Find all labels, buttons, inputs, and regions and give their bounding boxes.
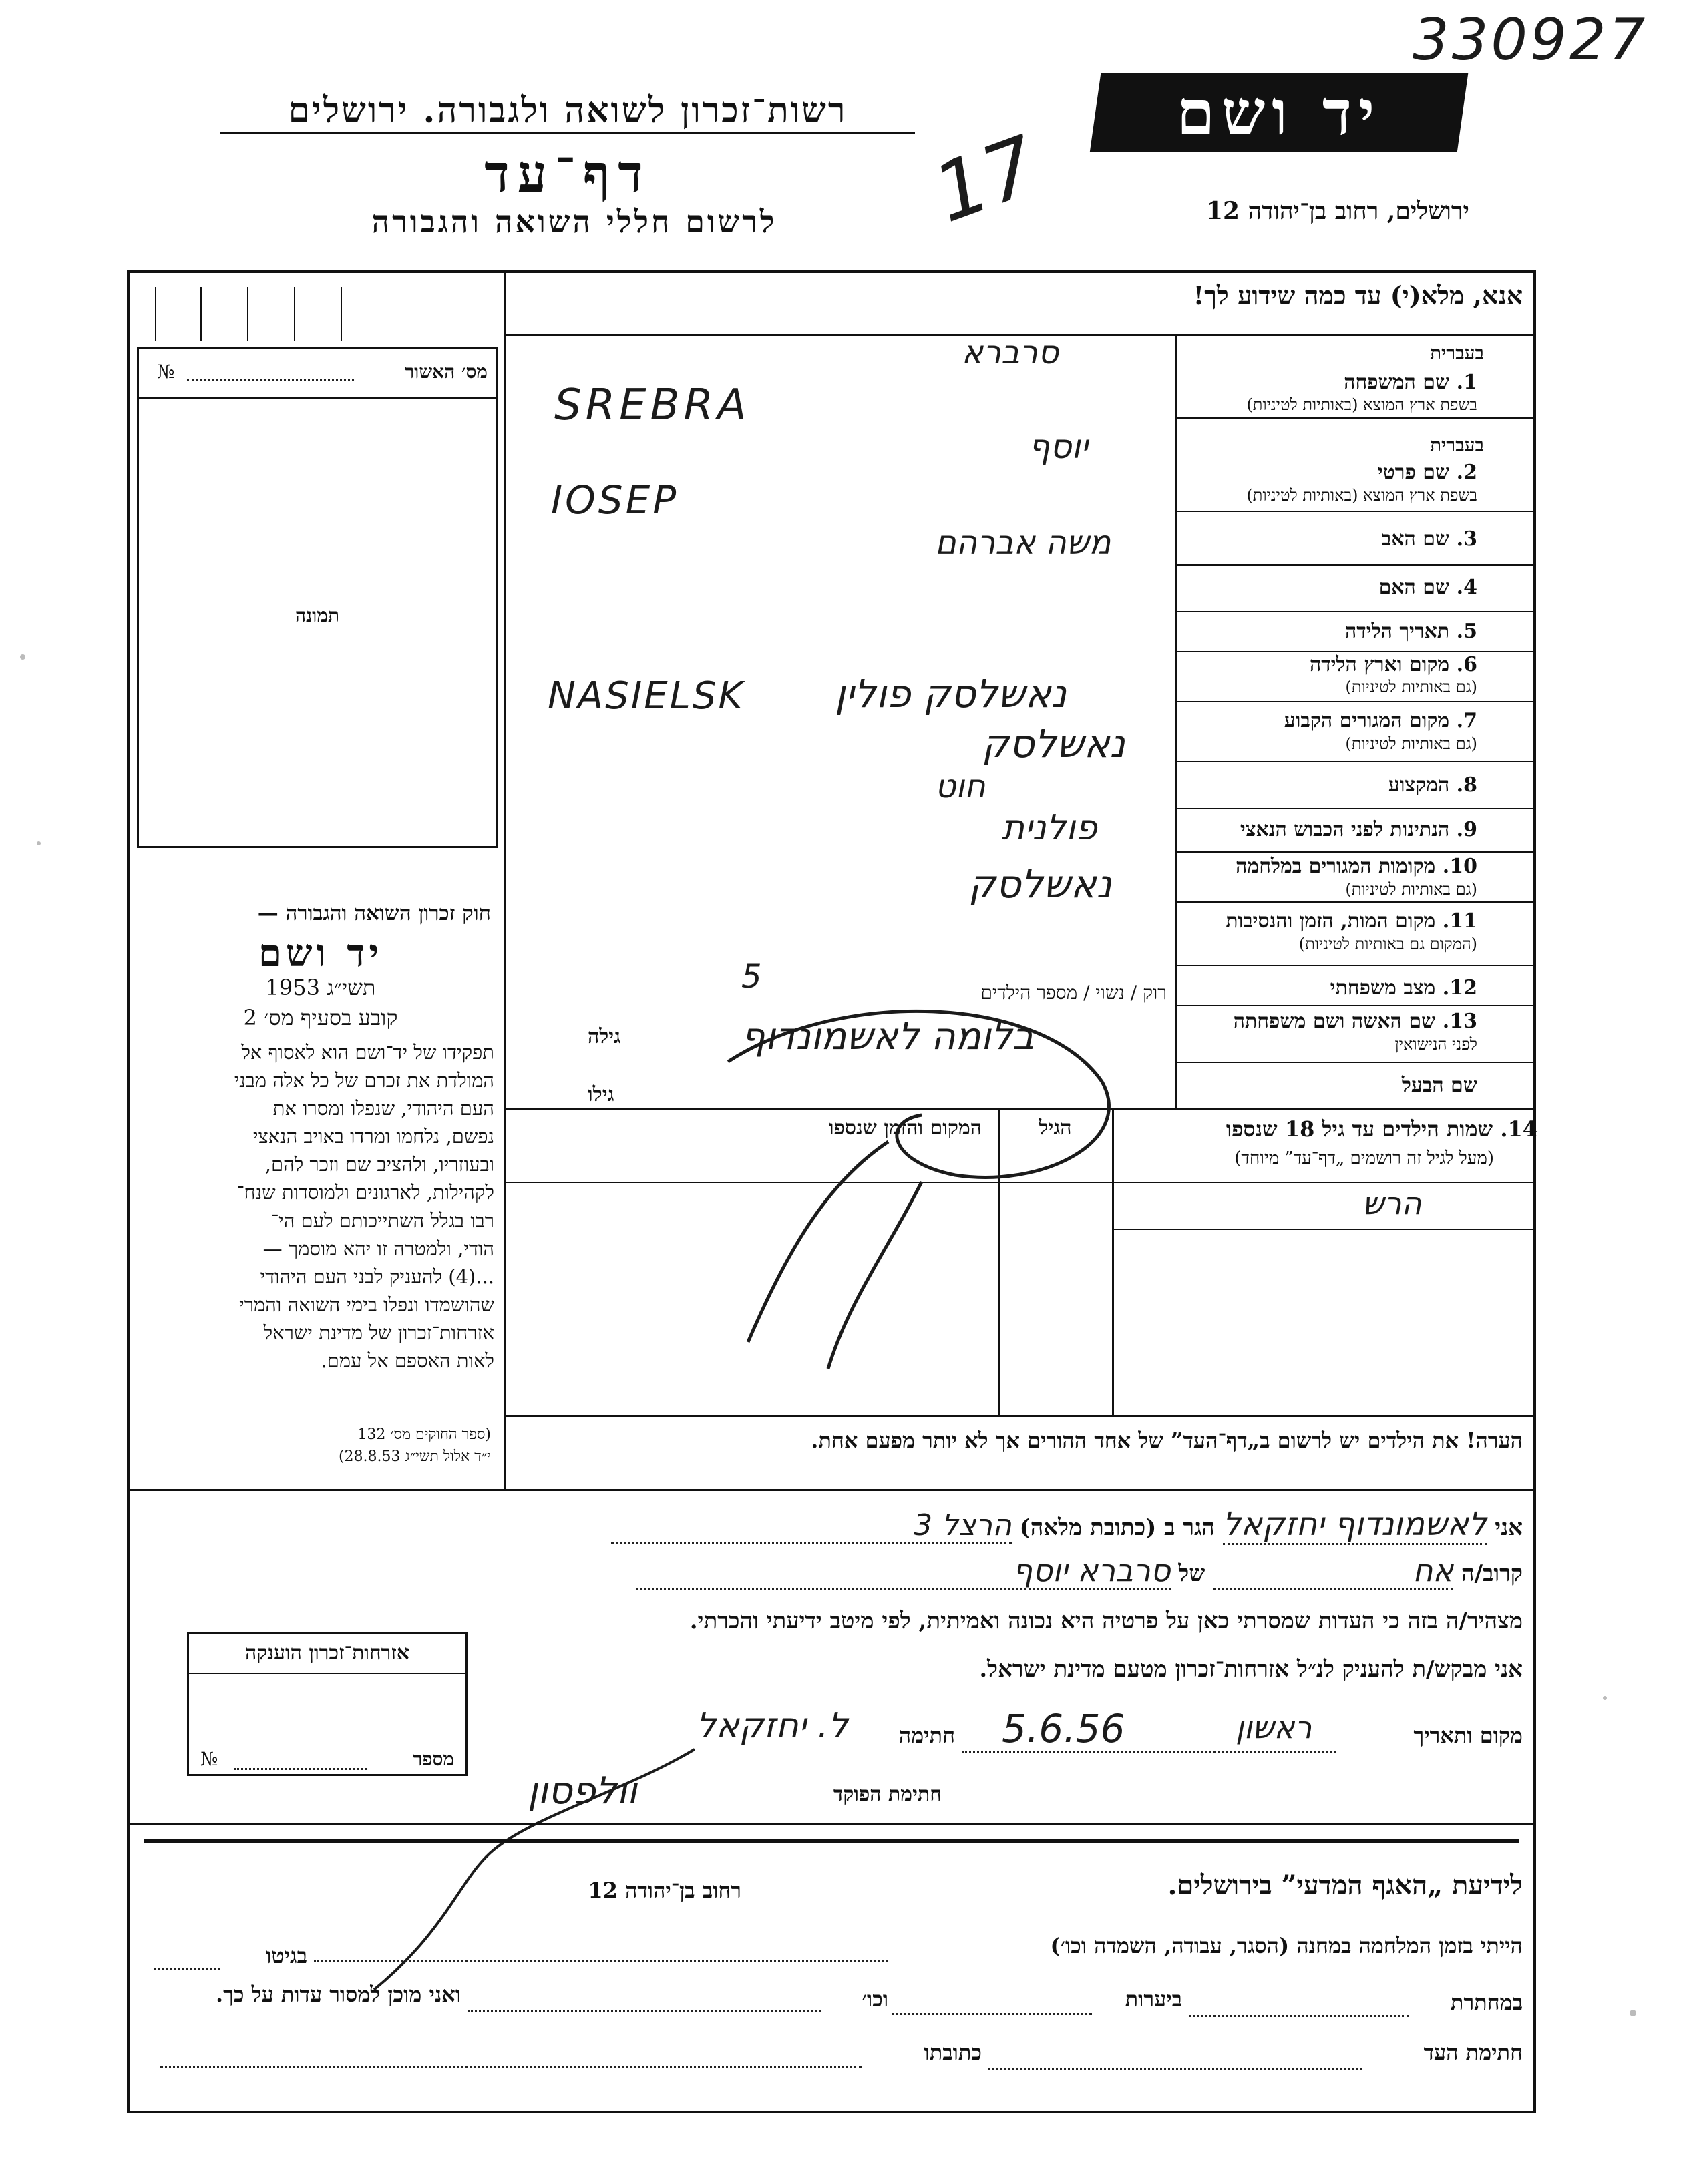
law-line: הודי, ולמטרה זו יהא מוסמך — xyxy=(262,1237,494,1260)
children-number: 14. xyxy=(1500,1116,1537,1142)
children-place-header: המקום והזמן שנספו xyxy=(828,1116,982,1140)
note-divider-bottom xyxy=(127,1489,1536,1491)
cancellation-scribble xyxy=(668,968,1149,1382)
children-note: הערה! את הילדים יש לרשום ב„דף־העד” של אחד ההורים אך לא יותר מפעם אחת. xyxy=(811,1428,1523,1453)
ghetto-label: בגיטו xyxy=(266,1943,307,1968)
scan-speck xyxy=(20,654,25,660)
etc-line[interactable] xyxy=(468,2010,821,2012)
scan-speck xyxy=(1603,1696,1607,1700)
children-sub: (מעל לגיל זה רושמים „דף־עד” מיוחד) xyxy=(1234,1148,1494,1168)
instruction-text: אנא, מלא(י) עד כמה שידוע לך! xyxy=(1193,280,1523,310)
photo-header-divider xyxy=(137,397,498,399)
field-9-number: 9. xyxy=(1456,818,1477,841)
declaration-i: אני xyxy=(1495,1514,1523,1541)
law-heading: חוק זכרון השואה והגבורה — xyxy=(257,901,491,925)
field-5-label xyxy=(1345,620,1477,643)
place-value[interactable]: ראשון xyxy=(1236,1709,1312,1745)
officer-signature-value[interactable]: וולפסון xyxy=(528,1769,638,1813)
field-12-options: רוק / נשוי / מספר הילדים xyxy=(980,981,1167,1004)
grid-tick xyxy=(341,287,342,341)
field-7-number: 7. xyxy=(1456,709,1477,732)
row-divider xyxy=(1175,808,1536,809)
husband-name-label: שם הבעל xyxy=(1401,1074,1477,1097)
law-clause: קובע בסעיף מס׳ 2 xyxy=(243,1005,398,1030)
field-1-label xyxy=(1344,371,1477,394)
field-12-children-count[interactable]: 5 xyxy=(741,958,762,996)
field-2-sub: בשפת ארץ המוצא (באותיות לטיניות) xyxy=(1246,486,1477,505)
note-divider-top xyxy=(504,1415,1536,1417)
law-line: נפשם, נלחמו ומרדו באויב הנאצי xyxy=(252,1125,494,1148)
camp-name-line[interactable] xyxy=(314,1960,888,1962)
field-2-number: 2. xyxy=(1456,461,1477,484)
citizenship-title: אזרחות־זכרון הוענקה xyxy=(244,1641,410,1665)
field-13-value[interactable]: בלומה לאשמונדוף xyxy=(741,1015,1035,1058)
field-7-sub: (גם באותיות לטיניות) xyxy=(1345,734,1477,753)
husband-age-label: גילו xyxy=(588,1083,614,1106)
field-4-text: שם האם xyxy=(1378,576,1450,599)
header-address: ירושלים, רחוב בן־יהודה 12 xyxy=(1205,197,1469,225)
field-2-text: שם פרטי xyxy=(1377,461,1450,484)
approval-number-line[interactable] xyxy=(187,379,354,381)
relation-value[interactable]: אח xyxy=(1213,1552,1453,1590)
field-9-label xyxy=(1240,818,1477,841)
field-2-label xyxy=(1378,461,1477,484)
officer-signature-label: חתימת הפוקד xyxy=(833,1783,942,1806)
testimony-offer: ואני מוכן למסור עדות על כך. xyxy=(215,1982,461,2007)
field-6-number: 6. xyxy=(1456,653,1477,676)
law-line: שהושמדו ונפלו בימי השואה והמרי xyxy=(239,1293,494,1316)
scribble-stroke xyxy=(748,1142,888,1342)
grid-tick xyxy=(200,287,202,341)
row-divider xyxy=(1175,701,1536,702)
bottom-heading: לידיעת „האגף המדעי” בירושלים. xyxy=(1167,1870,1523,1901)
field-2-hint: בעברית xyxy=(1429,434,1484,456)
field-6-sub: (גם באותיות לטיניות) xyxy=(1345,678,1477,696)
witness-signature-label: חתימת העד xyxy=(1423,2040,1523,2065)
law-line: לאות האספם אל עמם. xyxy=(321,1349,494,1372)
row-divider xyxy=(1175,965,1536,966)
field-10-label xyxy=(1236,855,1477,878)
field-3-text: שם האב xyxy=(1381,527,1450,551)
law-line: העם היהודי, שנפלו ומסרו את xyxy=(272,1097,494,1120)
underground-label: במחתרת xyxy=(1450,1990,1523,2015)
field-10-value[interactable]: נאשלסק xyxy=(968,861,1112,907)
field-1-text: שם המשפחה xyxy=(1344,371,1450,394)
field-4-number: 4. xyxy=(1456,576,1477,599)
law-text xyxy=(150,1038,494,1375)
field-4-label xyxy=(1379,576,1477,599)
citizenship-divider xyxy=(187,1673,468,1674)
pen-stroke-path xyxy=(374,1749,695,1990)
victim-name-value[interactable]: סרברא יוסף xyxy=(636,1552,1171,1590)
field-12-text: מצב משפחתי xyxy=(1330,976,1436,1000)
field-9-value[interactable]: פולנית xyxy=(1002,808,1097,848)
forests-line[interactable] xyxy=(892,2013,1092,2015)
citizenship-number-sign: № xyxy=(200,1748,218,1770)
field-7-text: מקום המגורים הקבוע xyxy=(1284,709,1450,732)
row-divider xyxy=(1175,851,1536,853)
approval-no-sign: № xyxy=(157,361,175,383)
children-age-header: הגיל xyxy=(1039,1116,1072,1140)
field-11-text: מקום המות, הזמן והנסיבות xyxy=(1226,909,1436,933)
law-reference-2: י״ד אלול תשי״ג 28.8.53) xyxy=(338,1448,491,1465)
wife-age-label: גילה xyxy=(588,1025,621,1048)
row-divider xyxy=(1175,761,1536,762)
grid-tick xyxy=(247,287,248,341)
field-5-number: 5. xyxy=(1456,620,1477,643)
field-9-text: הנתינות לפני הכבוש הנאצי xyxy=(1240,818,1450,841)
pen-stroke xyxy=(334,1709,708,2003)
field-11-sub: (המקום גם באותיות לטיניות) xyxy=(1298,935,1477,953)
law-line: תפקידו של יד־ושם הוא לאסוף אל xyxy=(241,1041,494,1064)
field-11-label xyxy=(1226,909,1477,933)
row-divider xyxy=(1175,611,1536,612)
witness-address-value[interactable]: הרצל 3 xyxy=(611,1508,1012,1544)
field-7-label xyxy=(1284,709,1477,732)
witness-name-value[interactable]: לאשמונדוף יחזקאל xyxy=(1223,1506,1487,1545)
law-title: יד ושם xyxy=(258,931,383,975)
field-3-number: 3. xyxy=(1456,527,1477,551)
label-column-divider xyxy=(1175,334,1177,1108)
field-13-sub: לפני הנישואין xyxy=(1394,1035,1477,1054)
declaration-line-1 xyxy=(140,1506,1523,1552)
field-8-text: המקצוע xyxy=(1388,773,1450,797)
signature-label: חתימה xyxy=(898,1723,955,1748)
field-13-number: 13. xyxy=(1442,1010,1477,1033)
field-10-text: מקומות המגורים במלחמה xyxy=(1236,855,1436,878)
field-11-number: 11. xyxy=(1442,909,1477,933)
header-underline xyxy=(220,132,915,134)
children-row-divider xyxy=(1112,1229,1536,1230)
of-label: של xyxy=(1178,1560,1205,1587)
declaration-address-label: הגר ב (כתובת מלאה) xyxy=(1019,1514,1215,1541)
law-line: לקהילות, לארגונים ולמוסדות שנח־ xyxy=(236,1181,494,1204)
field-8-value[interactable]: חוט xyxy=(935,768,986,805)
signature-value[interactable]: ל. יחזקאל xyxy=(696,1706,848,1746)
yad-vashem-logo: יד ושם xyxy=(1176,77,1382,149)
child-1-name[interactable]: הרש xyxy=(1362,1185,1422,1221)
grid-tick xyxy=(294,287,295,341)
row-divider xyxy=(1175,1005,1536,1006)
children-label xyxy=(1226,1116,1537,1142)
law-line: ובעוזריו, ולהציב שם וזכר להם, xyxy=(264,1153,494,1176)
place-date-label: מקום ותאריך xyxy=(1413,1723,1523,1748)
bottom-line-1: הייתי בזמן המלחמה במחנה (הסגר, עבודה, השמדה וכו׳) xyxy=(1050,1933,1523,1958)
left-panel-divider xyxy=(504,270,506,1491)
law-line: אזרחות־זכרון של מדינת ישראל xyxy=(263,1321,494,1344)
law-reference-1: (ספר החוקים מס׳ 132 xyxy=(357,1426,491,1443)
field-8-number: 8. xyxy=(1456,773,1477,797)
archive-number: 330927 xyxy=(1413,7,1648,73)
scan-speck xyxy=(1630,2010,1636,2016)
field-13-text: שם האשה ושם משפחתה xyxy=(1233,1010,1436,1033)
law-year: תשי״ג 1953 xyxy=(265,975,376,1000)
law-line: המולדת את זכרם של כל אלה מבני xyxy=(234,1069,494,1092)
row-divider xyxy=(1175,417,1536,419)
field-6-label xyxy=(1310,653,1477,676)
field-8-label xyxy=(1388,773,1477,797)
field-6-value[interactable]: נאשלסק פולין xyxy=(835,671,1067,716)
law-line: ...(4) להעניק לבני העם היהודי xyxy=(260,1265,494,1288)
row-divider xyxy=(1175,651,1536,652)
field-1-value-hebrew[interactable]: סרברא xyxy=(962,334,1059,371)
scribble-loop xyxy=(728,1011,1109,1177)
relative-label: קרוב/ה xyxy=(1461,1560,1523,1587)
margin-mark: 17 xyxy=(922,119,1050,241)
field-1-value-latin[interactable]: SREBRA xyxy=(554,381,751,430)
declaration-line-2 xyxy=(140,1552,1523,1599)
forests-label: ביערות xyxy=(1125,1986,1182,2012)
ghetto-line[interactable] xyxy=(154,1968,220,1970)
row-divider xyxy=(1175,564,1536,566)
row-divider xyxy=(1175,901,1536,903)
declaration-line-4: אני מבקש/ת להעניק לנ״ל אזרחות־זכרון מטעם מדינת ישראל. xyxy=(979,1656,1523,1683)
form-title: דף־עד xyxy=(484,144,651,204)
witness-address-label: כתובתו xyxy=(924,2040,982,2065)
field-1-number: 1. xyxy=(1456,371,1477,394)
field-7-value[interactable]: נאשלסק xyxy=(982,721,1125,767)
witness-address-line[interactable] xyxy=(160,2066,862,2068)
photo-box xyxy=(137,347,498,848)
citizenship-number-label: מספר xyxy=(413,1748,454,1770)
bottom-address: רחוב בן־יהודה 12 xyxy=(588,1878,741,1903)
field-1-sub: בשפת ארץ המוצא (באותיות לטיניות) xyxy=(1246,395,1477,414)
law-line: רבו בגלל השתייכותם לעם הי־ xyxy=(270,1209,494,1232)
form-subtitle: לרשום חללי השואה והגבורה xyxy=(371,204,777,240)
field-6-text: מקום וארץ הלידה xyxy=(1309,653,1450,676)
field-5-text: תאריך הלידה xyxy=(1345,620,1450,643)
photo-label: תמונה xyxy=(295,604,340,626)
field-1-hint: בעברית xyxy=(1429,342,1484,364)
authority-name: רשות־זכרון לשואה ולגבורה. ירושלים xyxy=(288,90,848,131)
field-13-label xyxy=(1234,1010,1477,1033)
field-10-sub: (גם באותיות לטיניות) xyxy=(1345,880,1477,899)
field-2-value-hebrew[interactable]: יוסף xyxy=(1029,427,1089,466)
underground-line[interactable] xyxy=(1189,2015,1409,2017)
field-3-value[interactable]: משה אברהם xyxy=(935,524,1111,562)
field-12-label xyxy=(1330,976,1477,1000)
etc-label: וכו׳ xyxy=(862,1986,888,2012)
witness-signature-line[interactable] xyxy=(988,2068,1362,2070)
children-text: שמות הילדים עד גיל 18 שנספו xyxy=(1226,1116,1493,1142)
field-10-number: 10. xyxy=(1442,855,1477,878)
scan-speck xyxy=(37,841,41,845)
scribble-stroke xyxy=(828,1182,922,1369)
field-2-value-latin[interactable]: IOSEP xyxy=(551,477,679,523)
declaration-line-3: מצהיר/ה בזה כי העדות שמסרתי כאן על פרטיה היא נכונה ואמיתית, לפי מיטב ידיעתי והכרתי. xyxy=(689,1608,1523,1634)
grid-tick xyxy=(155,287,156,341)
row-divider xyxy=(1175,1062,1536,1063)
approval-label: מס׳ האשור xyxy=(405,361,488,383)
bottom-section-rule xyxy=(144,1839,1519,1843)
field-3-label xyxy=(1382,527,1477,551)
date-value[interactable]: 5.6.56 xyxy=(1002,1706,1125,1751)
field-6-value-latin[interactable]: NASIELSK xyxy=(548,674,745,718)
field-12-number: 12. xyxy=(1442,976,1477,1000)
row-divider xyxy=(1175,511,1536,512)
bottom-section-divider xyxy=(127,1823,1536,1825)
